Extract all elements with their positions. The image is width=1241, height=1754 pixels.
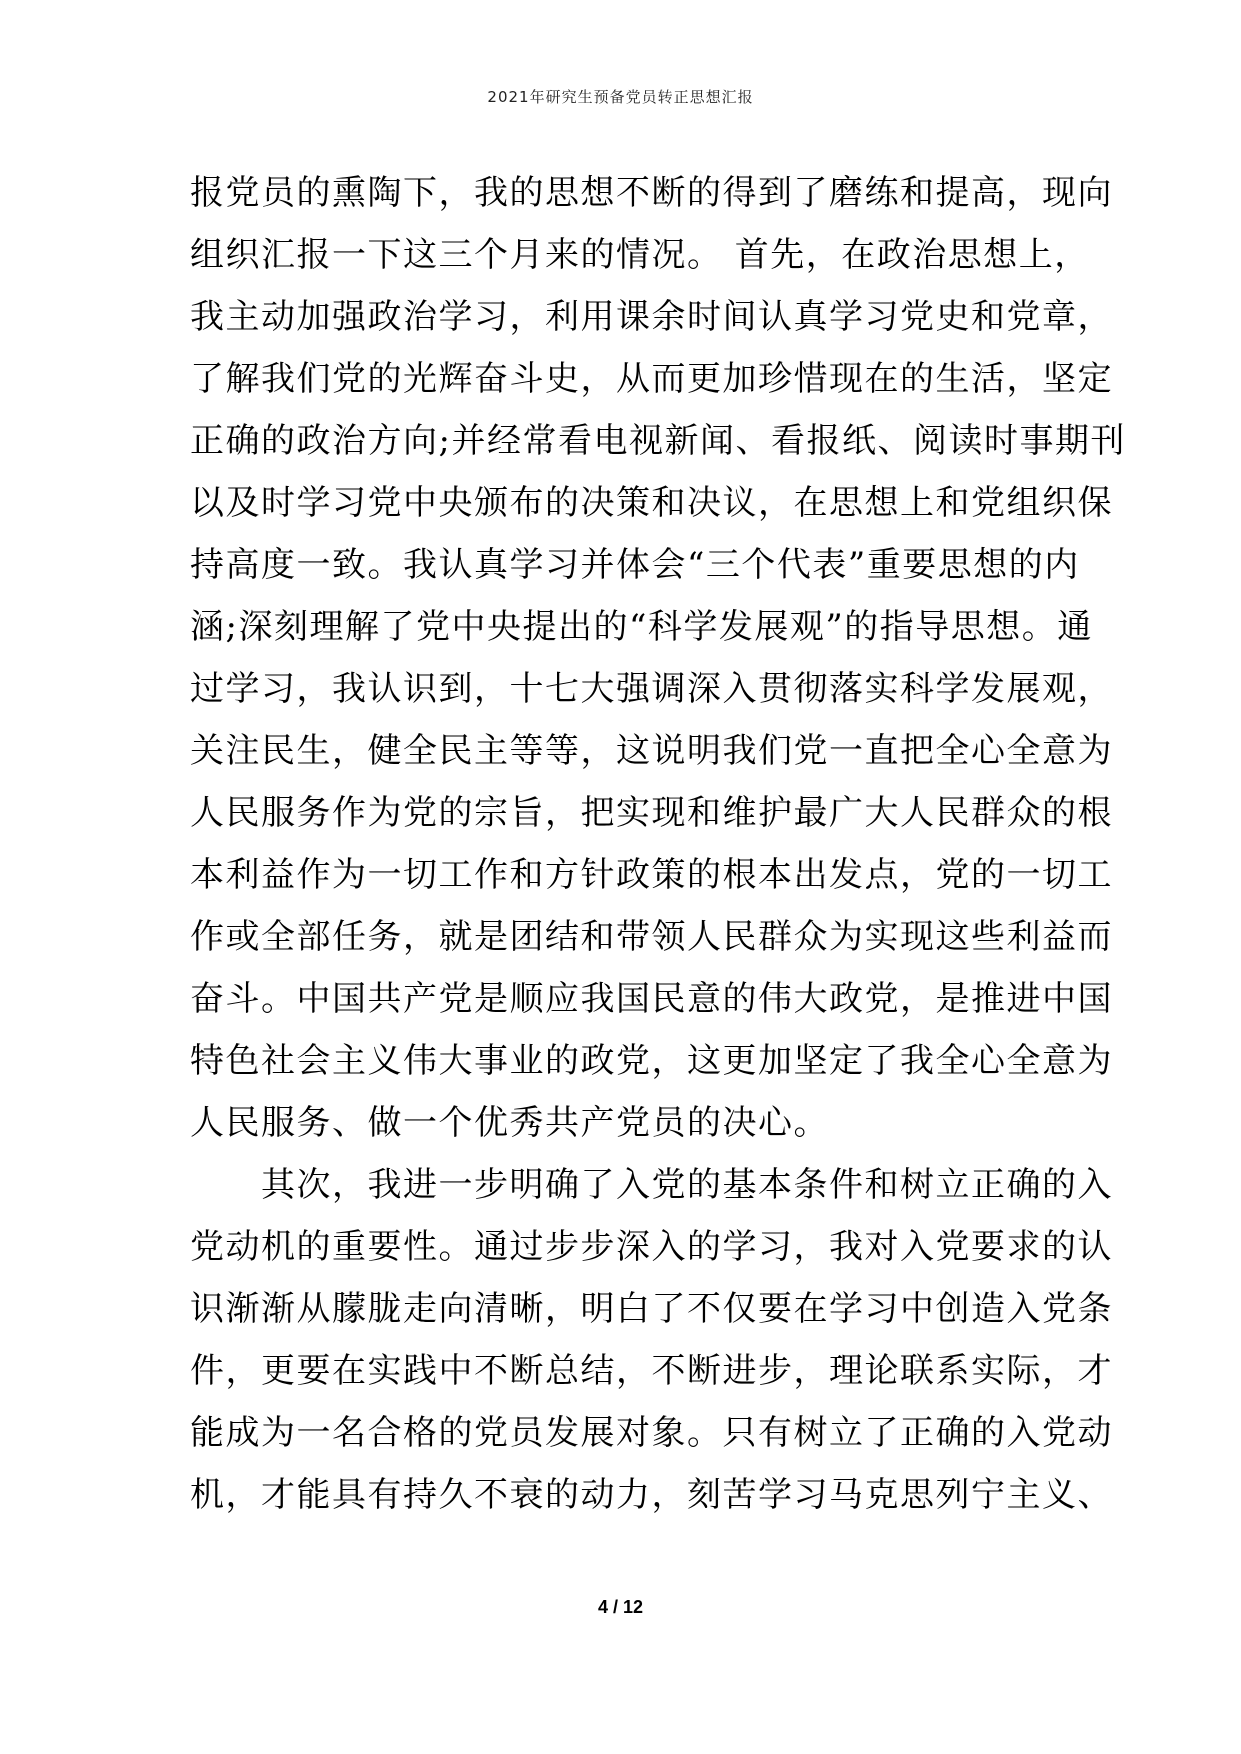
text-line: 作或全部任务，就是团结和带领人民群众为实现这些利益而: [190, 917, 1113, 957]
text-line: 特色社会主义伟大事业的政党，这更加坚定了我全心全意为: [190, 1041, 1113, 1081]
text-line: 正确的政治方向;并经常看电视新闻、看报纸、阅读时事期刊: [190, 421, 1126, 461]
text-line: 党动机的重要性。通过步步深入的学习，我对入党要求的认: [190, 1227, 1113, 1267]
text-line: 人民服务、做一个优秀共产党员的决心。: [190, 1103, 829, 1143]
page-number: 4 / 12: [597, 1597, 644, 1617]
text-line: 本利益作为一切工作和方针政策的根本出发点，党的一切工: [190, 855, 1113, 895]
text-line: 其次，我进一步明确了入党的基本条件和树立正确的入: [190, 1165, 1113, 1205]
running-header: 2021年研究生预备党员转正思想汇报: [487, 88, 754, 106]
text-line: 持高度一致。我认真学习并体会“三个代表”重要思想的内: [190, 545, 1080, 585]
text-line: 关注民生，健全民主等等，这说明我们党一直把全心全意为: [190, 731, 1113, 771]
text-line: 了解我们党的光辉奋斗史，从而更加珍惜现在的生活，坚定: [190, 359, 1113, 399]
text-line: 我主动加强政治学习，利用课余时间认真学习党史和党章，: [190, 297, 1113, 337]
text-line: 以及时学习党中央颁布的决策和决议，在思想上和党组织保: [190, 483, 1113, 523]
text-line: 奋斗。中国共产党是顺应我国民意的伟大政党，是推进中国: [190, 979, 1113, 1019]
text-line: 识渐渐从朦胧走向清晰，明白了不仅要在学习中创造入党条: [190, 1289, 1113, 1329]
text-line: 过学习，我认识到，十七大强调深入贯彻落实科学发展观，: [190, 669, 1113, 709]
text-line: 组织汇报一下这三个月来的情况。 首先，在政治思想上，: [190, 235, 1090, 275]
body-text: [190, 162, 1126, 1526]
text-line: 人民服务作为党的宗旨，把实现和维护最广大人民群众的根: [190, 793, 1113, 833]
text-line: 件，更要在实践中不断总结，不断进步，理论联系实际，才: [190, 1351, 1113, 1391]
text-line: 报党员的熏陶下，我的思想不断的得到了磨练和提高，现向: [190, 173, 1113, 213]
text-line: 能成为一名合格的党员发展对象。只有树立了正确的入党动: [190, 1413, 1113, 1453]
text-line: 机，才能具有持久不衰的动力，刻苦学习马克思列宁主义、: [190, 1475, 1113, 1515]
text-line: 涵;深刻理解了党中央提出的“科学发展观”的指导思想。通: [190, 607, 1093, 647]
